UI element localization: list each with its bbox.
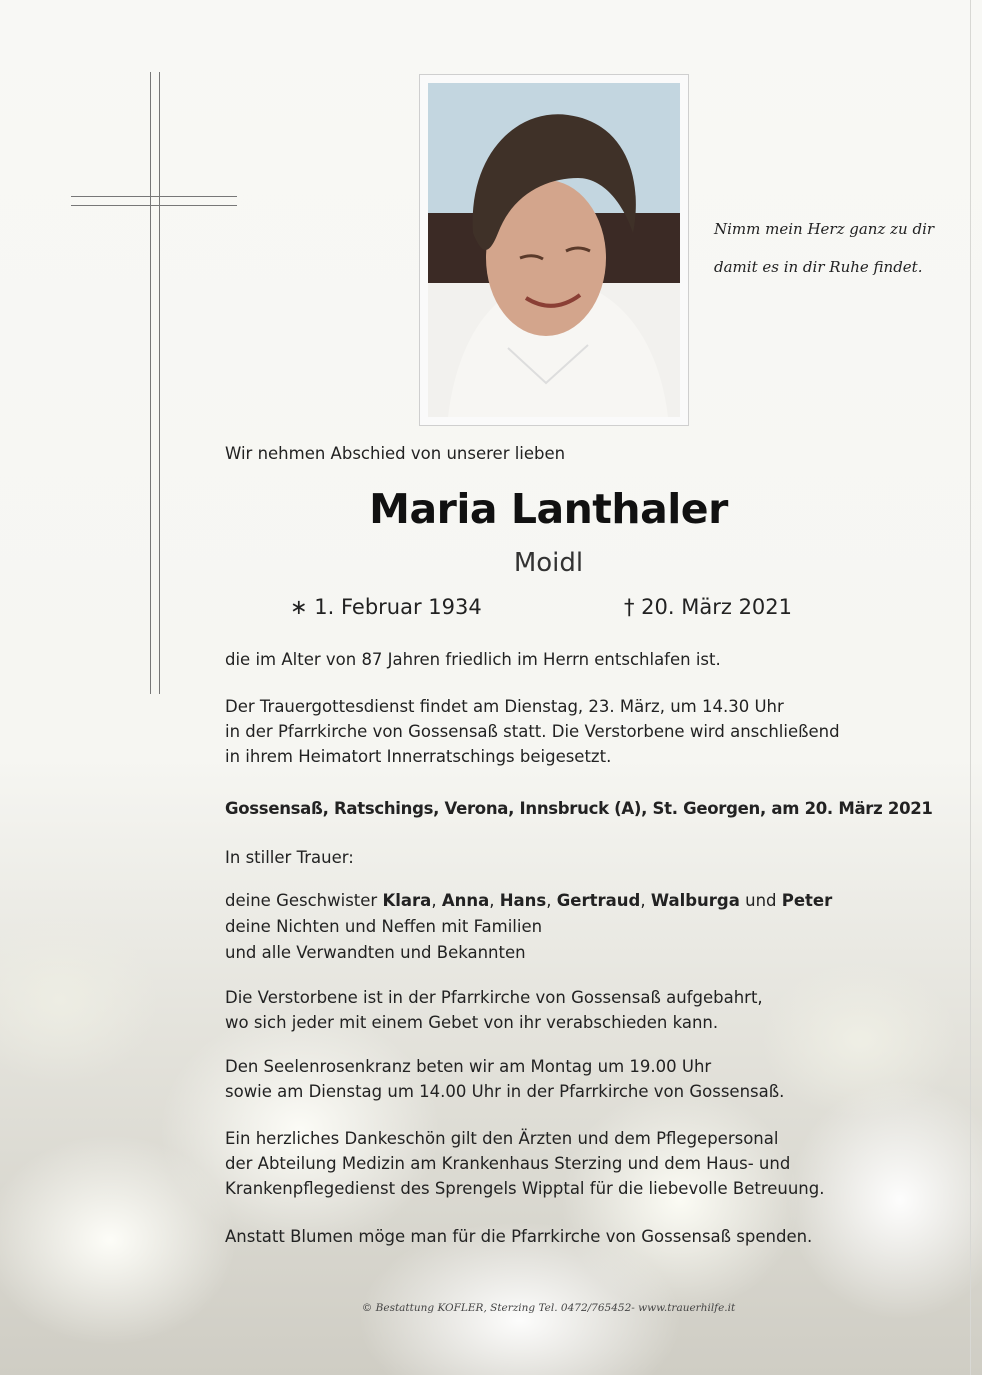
rosary-line-1: Den Seelenrosenkranz beten wir am Montag um 19.00 Uhr: [225, 1057, 712, 1076]
mourners-siblings: [225, 888, 832, 914]
quote-line-1: Nimm mein Herz ganz zu dir: [714, 220, 935, 238]
donation-note: Anstatt Blumen möge man für die Pfarrkirche von Gossensaß spenden.: [225, 1227, 813, 1246]
service-line-3: in ihrem Heimatort Innerratschings beigesetzt.: [225, 747, 612, 766]
sibling-name: Walburga: [650, 891, 740, 910]
passing-line: die im Alter von 87 Jahren friedlich im Herrn entschlafen ist.: [225, 650, 721, 669]
portrait-frame: [419, 74, 689, 426]
service-line-1: Der Trauergottesdienst findet am Dienstag, 23. März, um 14.30 Uhr: [225, 697, 784, 716]
intro-text: Wir nehmen Abschied von unserer lieben: [225, 444, 566, 463]
rosary-line-2: sowie am Dienstag um 14.00 Uhr in der Pfarrkirche von Gossensaß.: [225, 1082, 785, 1101]
mourners-prefix: deine Geschwister: [225, 891, 383, 910]
sibling-name: Peter: [781, 891, 833, 910]
laid-out-line-2: wo sich jeder mit einem Gebet von ihr verabschieden kann.: [225, 1013, 719, 1032]
separator: ,: [431, 891, 442, 910]
sibling-name: Klara: [382, 891, 432, 910]
mourners-line-3: und alle Verwandten und Bekannten: [225, 943, 526, 962]
thanks-line-2: der Abteilung Medizin am Krankenhaus Sterzing und dem Haus- und: [225, 1154, 791, 1173]
deceased-nickname: Moidl: [513, 548, 584, 578]
birth-date: ∗ 1. Februar 1934: [290, 595, 482, 619]
sibling-name: Hans: [499, 891, 547, 910]
separator: ,: [489, 891, 500, 910]
separator: ,: [640, 891, 651, 910]
thanks-line-3: Krankenpflegedienst des Sprengels Wipptal für die liebevolle Betreuung.: [225, 1179, 825, 1198]
portrait-photo: [428, 83, 680, 417]
mourners-line-2: deine Nichten und Neffen mit Familien: [225, 917, 543, 936]
sibling-name: Gertraud: [556, 891, 641, 910]
sibling-name: Anna: [441, 891, 490, 910]
quote: [714, 210, 964, 286]
deceased-name: Maria Lanthaler: [369, 485, 728, 533]
cross-horizontal-beam: [71, 196, 237, 206]
laid-out-line-1: Die Verstorbene ist in der Pfarrkirche von Gossensaß aufgebahrt,: [225, 988, 763, 1007]
footer-credit: © Bestattung KOFLER, Sterzing Tel. 0472/765452- www.trauerhilfe.it: [361, 1302, 736, 1314]
place-date-line: Gossensaß, Ratschings, Verona, Innsbruck (A), St. Georgen, am 20. März 2021: [225, 799, 933, 818]
death-date: † 20. März 2021: [624, 595, 793, 619]
mourning-label: In stiller Trauer:: [225, 848, 354, 867]
separator: ,: [546, 891, 557, 910]
thanks-line-1: Ein herzliches Dankeschön gilt den Ärzten und dem Pflegepersonal: [225, 1129, 779, 1148]
quote-line-2: damit es in dir Ruhe findet.: [714, 258, 923, 276]
service-line-2: in der Pfarrkirche von Gossensaß statt. Die Verstorbene wird anschließend: [225, 722, 840, 741]
cross-vertical-beam: [150, 72, 160, 694]
conjunction: und: [739, 891, 782, 910]
